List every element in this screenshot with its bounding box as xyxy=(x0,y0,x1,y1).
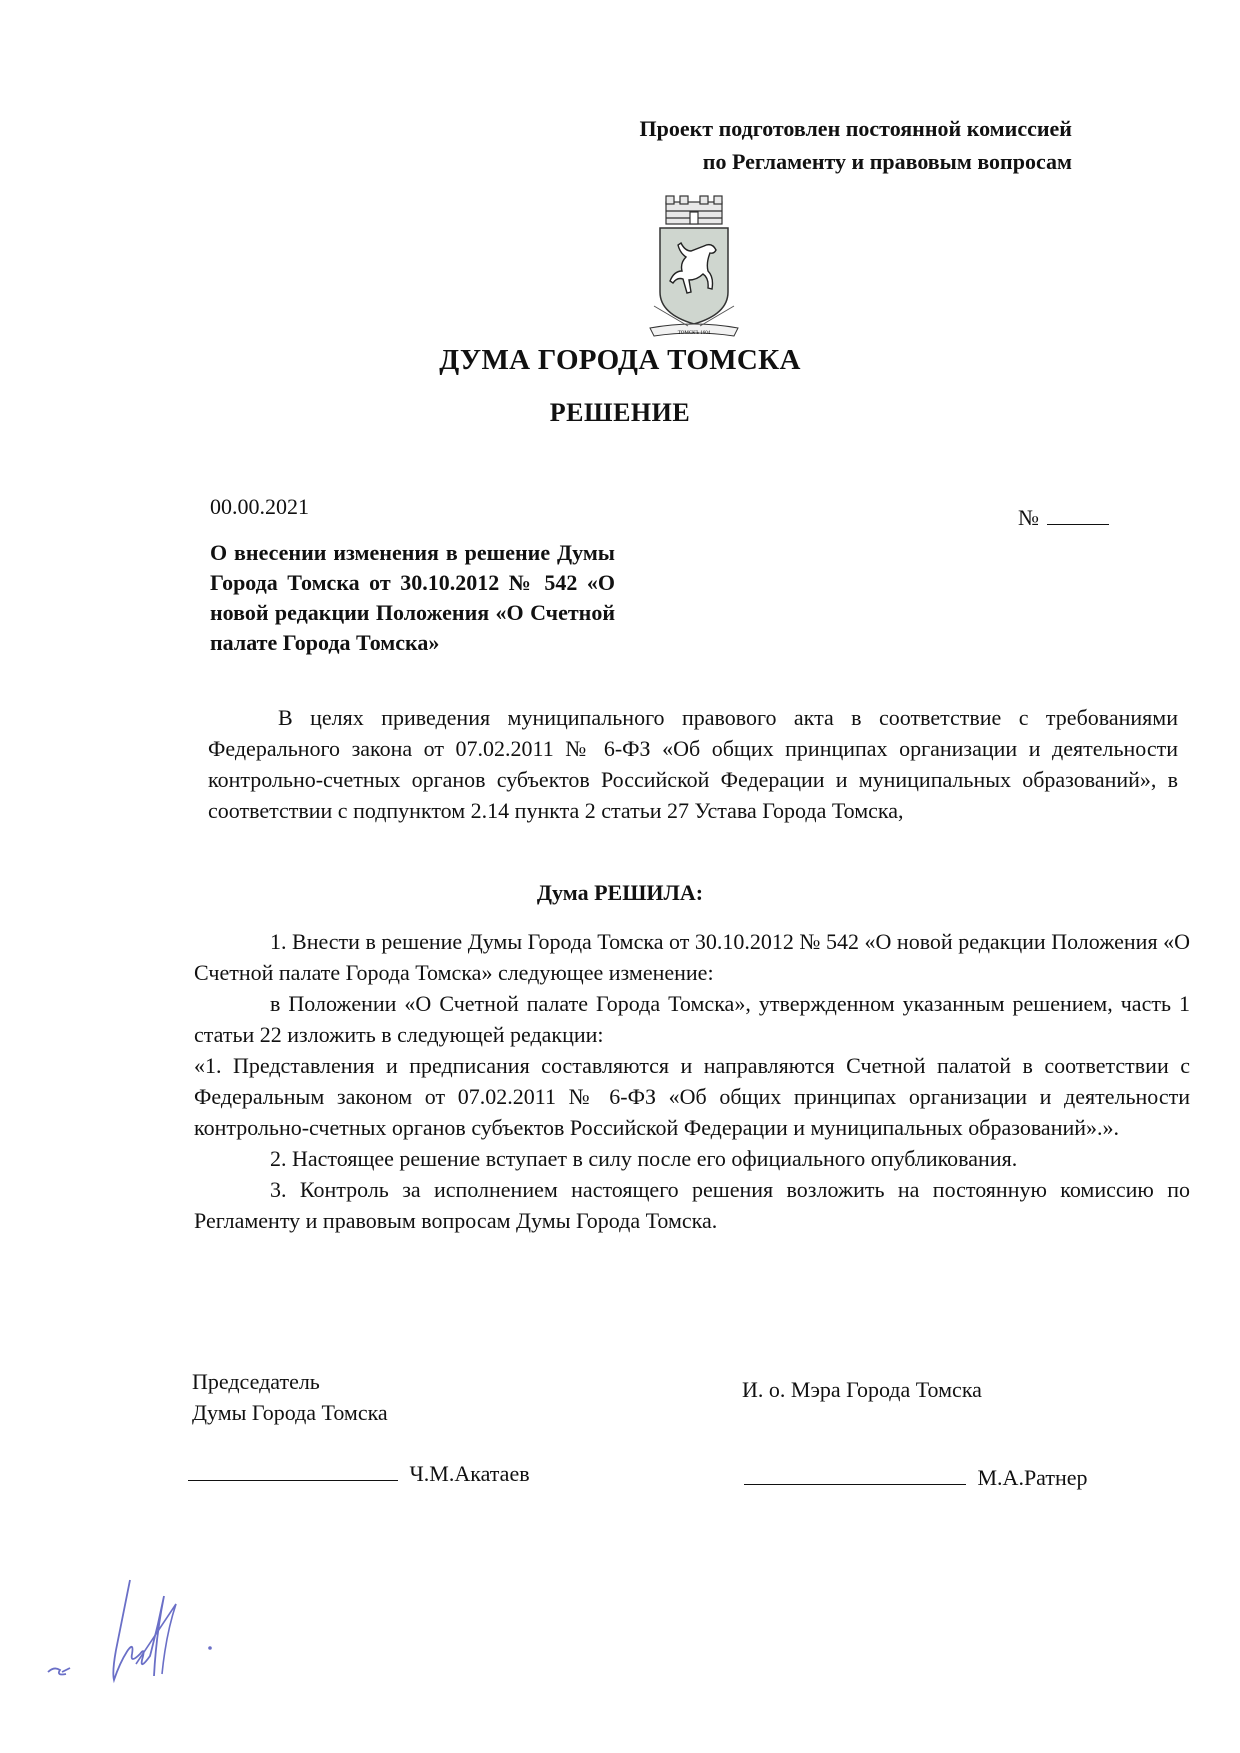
header-note-line1: Проект подготовлен постоянной комиссией xyxy=(639,116,1072,141)
ribbon-text: ТОМСКЪ 1604 xyxy=(677,331,711,336)
signatory-left-name: Ч.М.Акатаев xyxy=(409,1461,530,1486)
preamble xyxy=(208,702,1178,826)
body-paragraph: в Положении «О Счетной палате Города Томска», утвержденном указанным решением, часть 1 статьи 22 изложить в следующей редакции: xyxy=(194,991,1190,1047)
signatory-right-name: М.А.Ратнер xyxy=(977,1465,1088,1490)
document-date: 00.00.2021 xyxy=(210,494,309,519)
header-note-line2: по Регламенту и правовым вопросам xyxy=(702,149,1072,174)
number-label: № xyxy=(1018,505,1039,530)
document-type: РЕШЕНИЕ xyxy=(549,398,691,427)
coat-of-arms-emblem xyxy=(644,194,744,342)
signature-right-block xyxy=(744,1462,1088,1491)
document-subject: О внесении изменения в решение Думы Города Томска от 30.10.2012 № 542 «О новой редакции Положения «О Счетной палате Города Томска» xyxy=(210,540,615,655)
body-paragraph: «1. Представления и предписания составляются и направляются Счетной палатой в соответствии с Федеральным законом от 07.02.2011 № 6-ФЗ «Об общих принципах организации и деятельности контрольно-счетных органов субъектов Российской Федерации и муниципальных образований».». xyxy=(194,1053,1190,1140)
number-blank-field xyxy=(1047,504,1109,525)
signature-right-title: И. о. Мэра Города Томска xyxy=(742,1377,982,1402)
resolution-body xyxy=(194,926,1190,1236)
org-title: ДУМА ГОРОДА ТОМСКА xyxy=(439,344,801,376)
header-note xyxy=(639,112,1072,178)
body-paragraph: 3. Контроль за исполнением настоящего решения возложить на постоянную комиссию по Регламенту и правовым вопросам Думы Города Томска. xyxy=(194,1177,1190,1233)
signature-left-title-line1: Председатель xyxy=(192,1369,320,1394)
signature-left-title-line2: Думы Города Томска xyxy=(192,1400,388,1425)
signature-left-block xyxy=(188,1458,530,1487)
body-paragraph: 1. Внести в решение Думы Города Томска от 30.10.2012 № 542 «О новой редакции Положения «О Счетной палате Города Томска» следующее изменение: xyxy=(194,929,1190,985)
signature-left-title xyxy=(192,1366,388,1428)
document-number xyxy=(1018,504,1109,531)
signature-line xyxy=(188,1458,398,1481)
body-paragraph: 2. Настоящее решение вступает в силу после его официального опубликования. xyxy=(270,1146,1018,1171)
crown-icon xyxy=(666,196,722,224)
resolution-heading: Дума РЕШИЛА: xyxy=(536,880,704,905)
preamble-text: В целях приведения муниципального правового акта в соответствие с требованиями Федерального закона от 07.02.2011 № 6-ФЗ «Об общих принципах организации и деятельности контрольно-счетных органов субъектов Российской Федерации и муниципальных образований», в соответствии с подпунктом 2.14 пункта 2 статьи 27 Устава Города Томска, xyxy=(208,705,1178,823)
handwritten-initials xyxy=(40,1560,260,1700)
signature-line xyxy=(744,1462,966,1485)
